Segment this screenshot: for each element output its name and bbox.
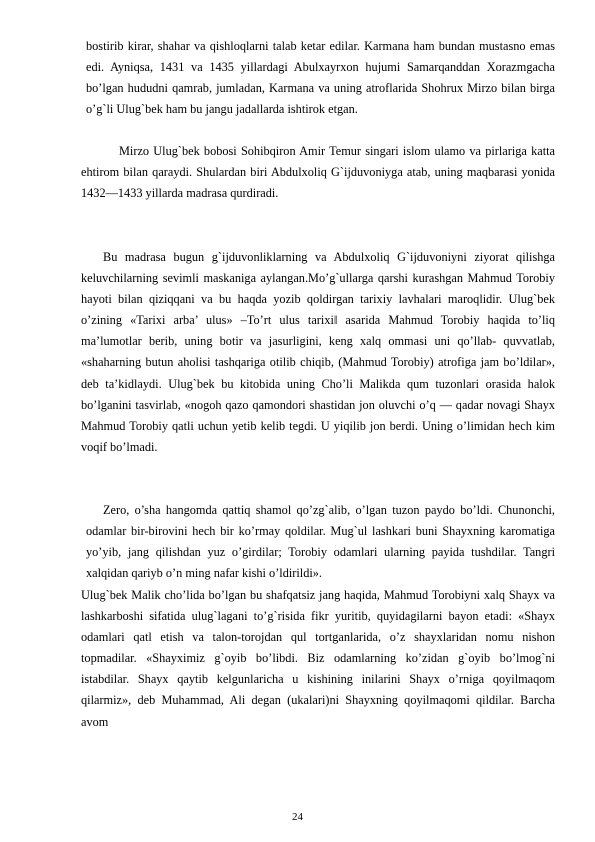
paragraph-3: Bu madrasa bugun g`ijduvonliklarning va Abdulxoliq G`ijduvoniyni ziyorat qilishga keluvchilarning sevimli maskaniga aylangan.Mo’g`ullarga qarshi kurashgan Mahmud Torobiy hayoti bilan qiziqqani va bu haqda yozib qoldirgan tarixiy lavhalari maroqlidir. Ulug`bek o’zining «Tarixi arba’ ulus» –To’rt ulus tarixi‖ asarida Mahmud Torobiy haqida to’liq ma’lumotlar berib, uning botir va jasurligini, keng xalq ommasi uni qo’llab- quvvatlab, «shaharning butun aholisi tashqariga otilib chiqib, (Mahmud Torobiy) atrofiga jam bo’ldilar», deb ta’kidlaydi. Ulug`bek bu kitobida uning Cho’li Malikda qum tuzonlari orasida halok bo’lganini tasvirlab, «nogoh qazo qamondori shastidan jon oluvchi o’q — qadar novagi Shayx Mahmud Torobiy qatli uchun yetib kelib tegdi. U yiqilib jon berdi. Uning o’limidan hech kim voqif bo’lmadi.: [81, 250, 555, 454]
page-number: 24: [292, 811, 303, 823]
paragraph-1: bostirib kirar, shahar va qishloqlarni talab ketar edilar. Karmana ham bundan mustasno emas edi. Ayniqsa, 1431 va 1435 yillardagi Abulxayrxon hujumi Samarqanddan Xorazmgacha bo’lgan hududni qamrab, jumladan, Karmana va uning atroflarida Shohrux Mirzo bilan birga o’g`li Ulug`bek ham bu jangu jadallarda ishtirok etgan.: [86, 39, 555, 117]
paragraph-2: Mirzo Ulug`bek bobosi Sohibqiron Amir Temur singari islom ulamo va pirlariga katta ehtirom bilan qaraydi. Shulardan biri Abdulxoliq G`ijduvoniyga atab, uning maqbarasi yonida 1432—1433 yillarda madrasa qurdiradi.: [81, 144, 555, 201]
paragraph-4: Zero, o’sha hangomda qattiq shamol qo’zg`alib, o’lgan tuzon paydo bo’ldi. Chunonchi, odamlar bir-birovini hech bir ko’rmay qoldilar. Mug`ul lashkari buni Shayxning karomatiga yo’yib, jang qilishdan yuz o’girdilar; Torobiy odamlari ularning payida tushdilar. Tangri xalqidan qariyb o’n ming nafar kishi o’ldirildi».: [86, 503, 555, 581]
paragraph-5: Ulug`bek Malik cho’lida bo’lgan bu shafqatsiz jang haqida, Mahmud Torobiyni xalq Shayx va lashkarboshi sifatida ulug`lagani to’g`risida fikr yuritib, quyidagilarni bayon etadi: «Shayx odamlari qatl etish va talon-torojdan qul tortganlarida, o’z shayxlaridan nomu nishon topmadilar. «Shayximiz g`oyib bo’libdi. Biz odamlarning ko’zidan g`oyib bo’lmog`ni istabdilar. Shayx qaytib kelgunlaricha u kishining inilarini Shayx o’rniga qoyilmaqom qilarmiz», deb Muhammad, Ali degan (ukalari)ni Shayxning qoyilmaqomi qildilar. Barcha avom: [81, 588, 555, 729]
